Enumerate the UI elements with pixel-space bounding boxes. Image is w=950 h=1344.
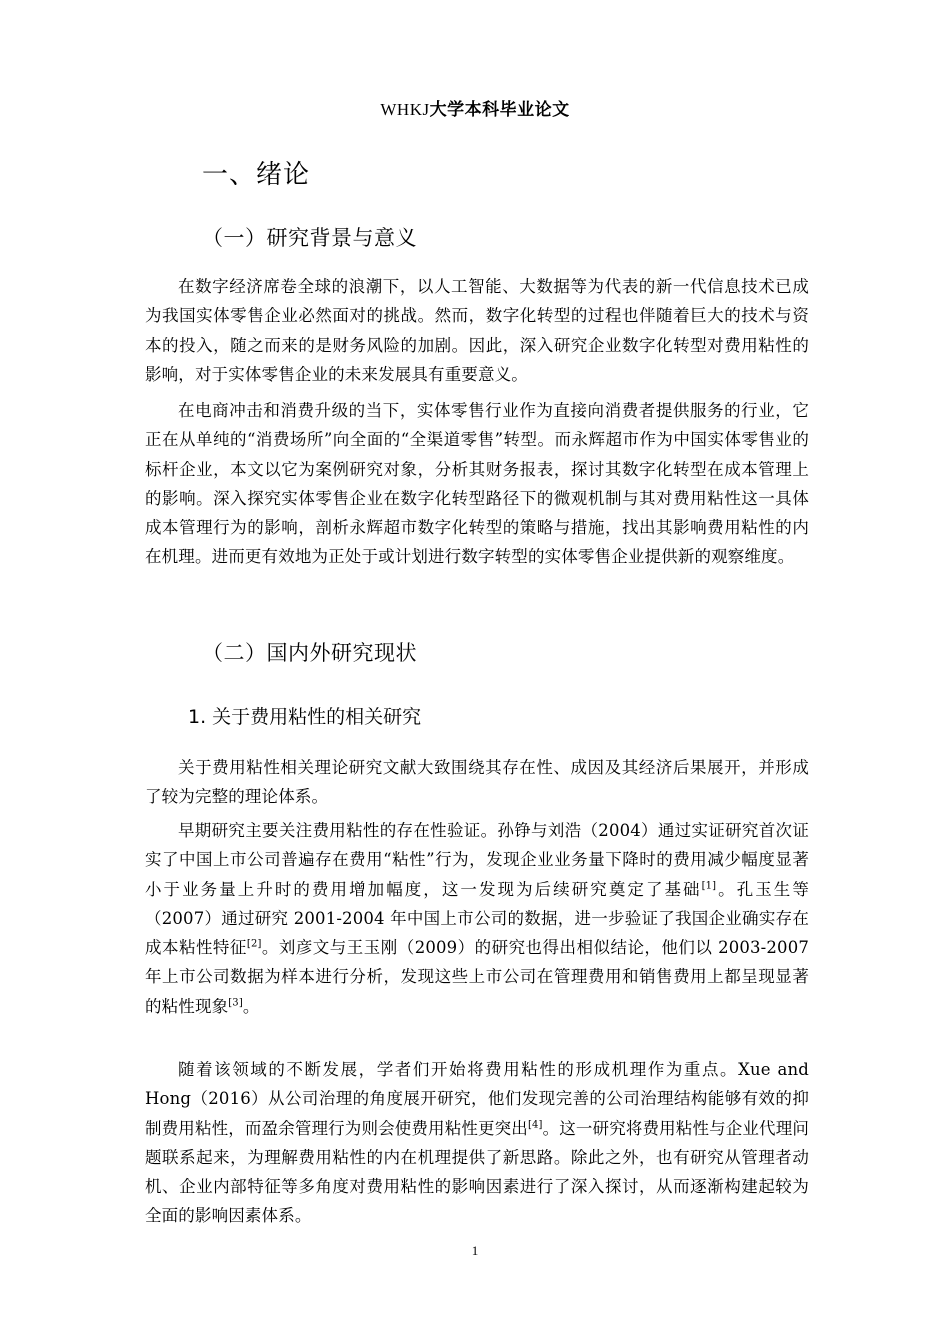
header-title: 大学本科毕业论文 [429, 100, 570, 120]
citation-ref-4: [4] [527, 1119, 543, 1131]
paragraph-literature-2 [145, 816, 809, 1021]
subsection-title-cost-stickiness: 1. 关于费用粘性的相关研究 [188, 706, 422, 728]
paragraph-background-1: 在数字经济席卷全球的浪潮下，以人工智能、大数据等为代表的新一代信息技术已成为我国实体零售企业必然面对的挑战。然而，数字化转型的过程也伴随着巨大的技术与资本的投入，随之而来的是财务风险的加剧。因此，深入研究企业数字化转型对费用粘性的影响，对于实体零售企业的未来发展具有重要意义。 [145, 277, 809, 384]
page-number: 1 [471, 1243, 479, 1258]
citation-ref-1: [1] [701, 880, 717, 892]
text-run: 。 [242, 996, 260, 1016]
citation-ref-3: [3] [228, 997, 243, 1009]
section-title-literature: （二）国内外研究现状 [202, 641, 417, 665]
page-header [0, 95, 950, 120]
text-run: 。这一研究将费用粘性与企业代理问题联系起来，为理解费用粘性的内在机理提供了新思路。除此之外，也有研究从管理者动机、企业内部特征等多角度对费用粘性的影响因素进行了深入探讨，从而逐渐构建起较为全面的影响因素体系。 [145, 1118, 810, 1226]
text-run: 随着该领域的不断发展，学者们开始将费用粘性的形成机理作为重点。Xue and Hong（2016）从公司治理的角度展开研究，他们发现完善的公司治理结构能够有效的抑制费用粘性，而盈余管理行为则会使费用粘性更突出 [145, 1060, 809, 1138]
section-title-background: （一）研究背景与意义 [202, 226, 417, 250]
header-code: WHKJ [380, 100, 430, 119]
text-run: 早期研究主要关注费用粘性的存在性验证。孙铮与刘浩（2004）通过实证研究首次证实了中国上市公司普遍存在费用“粘性”行为，发现企业业务量下降时的费用减少幅度显著小于业务量上升时的费用增加幅度，这一发现为后续研究奠定了基础 [145, 821, 809, 899]
text-run: 。刘彦文与王玉刚（2009）的研究也得出相似结论，他们以 2003-2007 年上市公司数据为样本进行分析，发现这些上市公司在管理费用和销售费用上都呈现显著的粘性现象 [145, 938, 809, 1016]
text-run: 。孔玉生等（2007）通过研究 2001-2004 年中国上市公司的数据，进一步验证了我国企业确实存在成本粘性特征 [145, 879, 810, 958]
paragraph-background-2: 在电商冲击和消费升级的当下，实体零售行业作为直接向消费者提供服务的行业，它正在从单纯的“消费场所”向全面的“全渠道零售”转型。而永辉超市作为中国实体零售业的标杆企业，本文以它为案例研究对象，分析其财务报表，探讨其数字化转型在成本管理上的影响。深入探究实体零售企业在数字化转型路径下的微观机制与其对费用粘性这一具体成本管理行为的影响，剖析永辉超市数字化转型的策略与措施，找出其影响费用粘性的内在机理。进而更有效地为正处于或计划进行数字转型的实体零售企业提供新的观察维度。 [145, 401, 809, 567]
chapter-title: 一、绪论 [202, 160, 311, 190]
citation-ref-2: [2] [246, 938, 262, 950]
paragraph-literature-3 [145, 1055, 809, 1231]
paragraph-literature-1: 关于费用粘性相关理论研究文献大致围绕其存在性、成因及其经济后果展开，并形成了较为完整的理论体系。 [145, 758, 809, 807]
